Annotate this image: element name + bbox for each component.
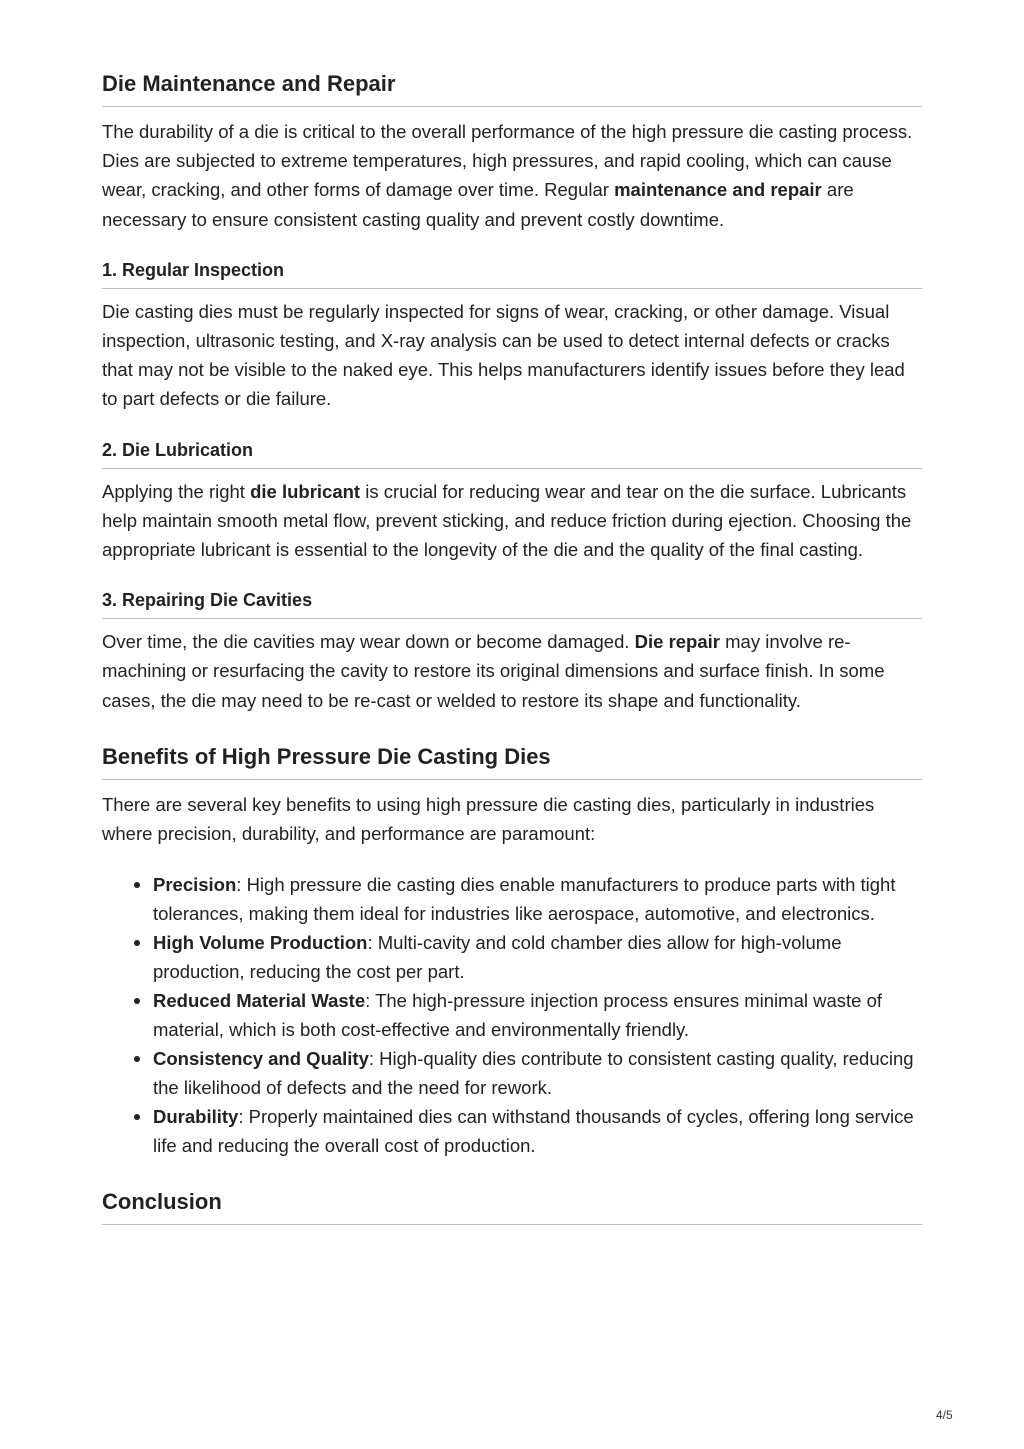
text-run: The durability of a die is critical to the overall performance of the high pressure die casting process. Dies are subjected to extreme temperatures, high pressures, and rapid cooling, which can cause wear, cracking, and other forms of damage over time. Regular bbox=[102, 121, 913, 201]
paragraph-maintenance-intro bbox=[102, 117, 922, 234]
heading-repairing-die-cavities: 3. Repairing Die Cavities bbox=[102, 588, 922, 619]
text-run: : High pressure die casting dies enable manufacturers to produce parts with tight tolerances, making them ideal for industries like aerospace, automotive, and electronics. bbox=[153, 874, 896, 925]
bold-text: die lubricant bbox=[250, 480, 361, 502]
paragraph-regular-inspection: Die casting dies must be regularly inspected for signs of wear, cracking, or other damage. Visual inspection, ultrasonic testing, and X-ray analysis can be used to detect internal defects or cracks that may not be visible to the naked eye. This helps manufacturers identify issues before they lead to part defects or die failure. bbox=[102, 300, 905, 410]
document-content bbox=[102, 0, 922, 1225]
bold-text: Consistency and Quality bbox=[153, 1048, 369, 1070]
bold-text: High Volume Production bbox=[153, 932, 368, 954]
paragraph-benefits-intro: There are several key benefits to using high pressure die casting dies, particularly in industries where precision, durability, and performance are paramount: bbox=[102, 793, 875, 845]
list-item-precision bbox=[102, 870, 922, 928]
text-run: is crucial for reducing wear and tear on the die surface. Lubricants help maintain smooth metal flow, prevent sticking, and reduce friction during ejection. Choosing the appropriate lubricant is essential to the longevity of the die and the quality of the final casting. bbox=[102, 480, 912, 561]
benefits-list bbox=[102, 870, 922, 1160]
heading-die-lubrication: 2. Die Lubrication bbox=[102, 438, 922, 469]
bold-text: Durability bbox=[153, 1106, 239, 1128]
paragraph-die-lubrication bbox=[102, 477, 922, 565]
list-item-high-volume bbox=[102, 928, 922, 986]
list-item-consistency bbox=[102, 1044, 922, 1102]
text-run: may involve re-machining or resurfacing the cavity to restore its original dimensions and surface finish. In some cases, the die may need to be re-cast or welded to restore its shape and functionality. bbox=[102, 631, 885, 711]
bold-text: Reduced Material Waste bbox=[153, 990, 366, 1012]
heading-regular-inspection: 1. Regular Inspection bbox=[102, 258, 922, 289]
text-run: : The high-pressure injection process ensures minimal waste of material, which is both cost-effective and environmentally friendly. bbox=[153, 990, 883, 1041]
bold-text: Precision bbox=[153, 874, 237, 896]
heading-die-maintenance: Die Maintenance and Repair bbox=[102, 70, 922, 107]
bold-text: Die repair bbox=[634, 631, 720, 653]
paragraph-repairing-die-cavities bbox=[102, 627, 922, 715]
page-number: 4/5 bbox=[936, 1408, 953, 1422]
heading-conclusion: Conclusion bbox=[102, 1188, 922, 1225]
list-item-durability bbox=[102, 1102, 922, 1160]
list-item-reduced-waste bbox=[102, 986, 922, 1044]
text-run: : Multi-cavity and cold chamber dies allow for high-volume production, reducing the cost per part. bbox=[153, 932, 842, 983]
text-run: : Properly maintained dies can withstand thousands of cycles, offering long service life and reducing the overall cost of production. bbox=[153, 1106, 914, 1157]
text-run: : High-quality dies contribute to consistent casting quality, reducing the likelihood of defects and the need for rework. bbox=[153, 1048, 914, 1099]
text-run: Over time, the die cavities may wear down or become damaged. bbox=[102, 631, 635, 653]
text-run: Applying the right bbox=[102, 480, 251, 502]
heading-benefits: Benefits of High Pressure Die Casting Dies bbox=[102, 743, 922, 780]
text-run: are necessary to ensure consistent casting quality and prevent costly downtime. bbox=[102, 179, 854, 230]
bold-text: maintenance and repair bbox=[614, 179, 822, 201]
